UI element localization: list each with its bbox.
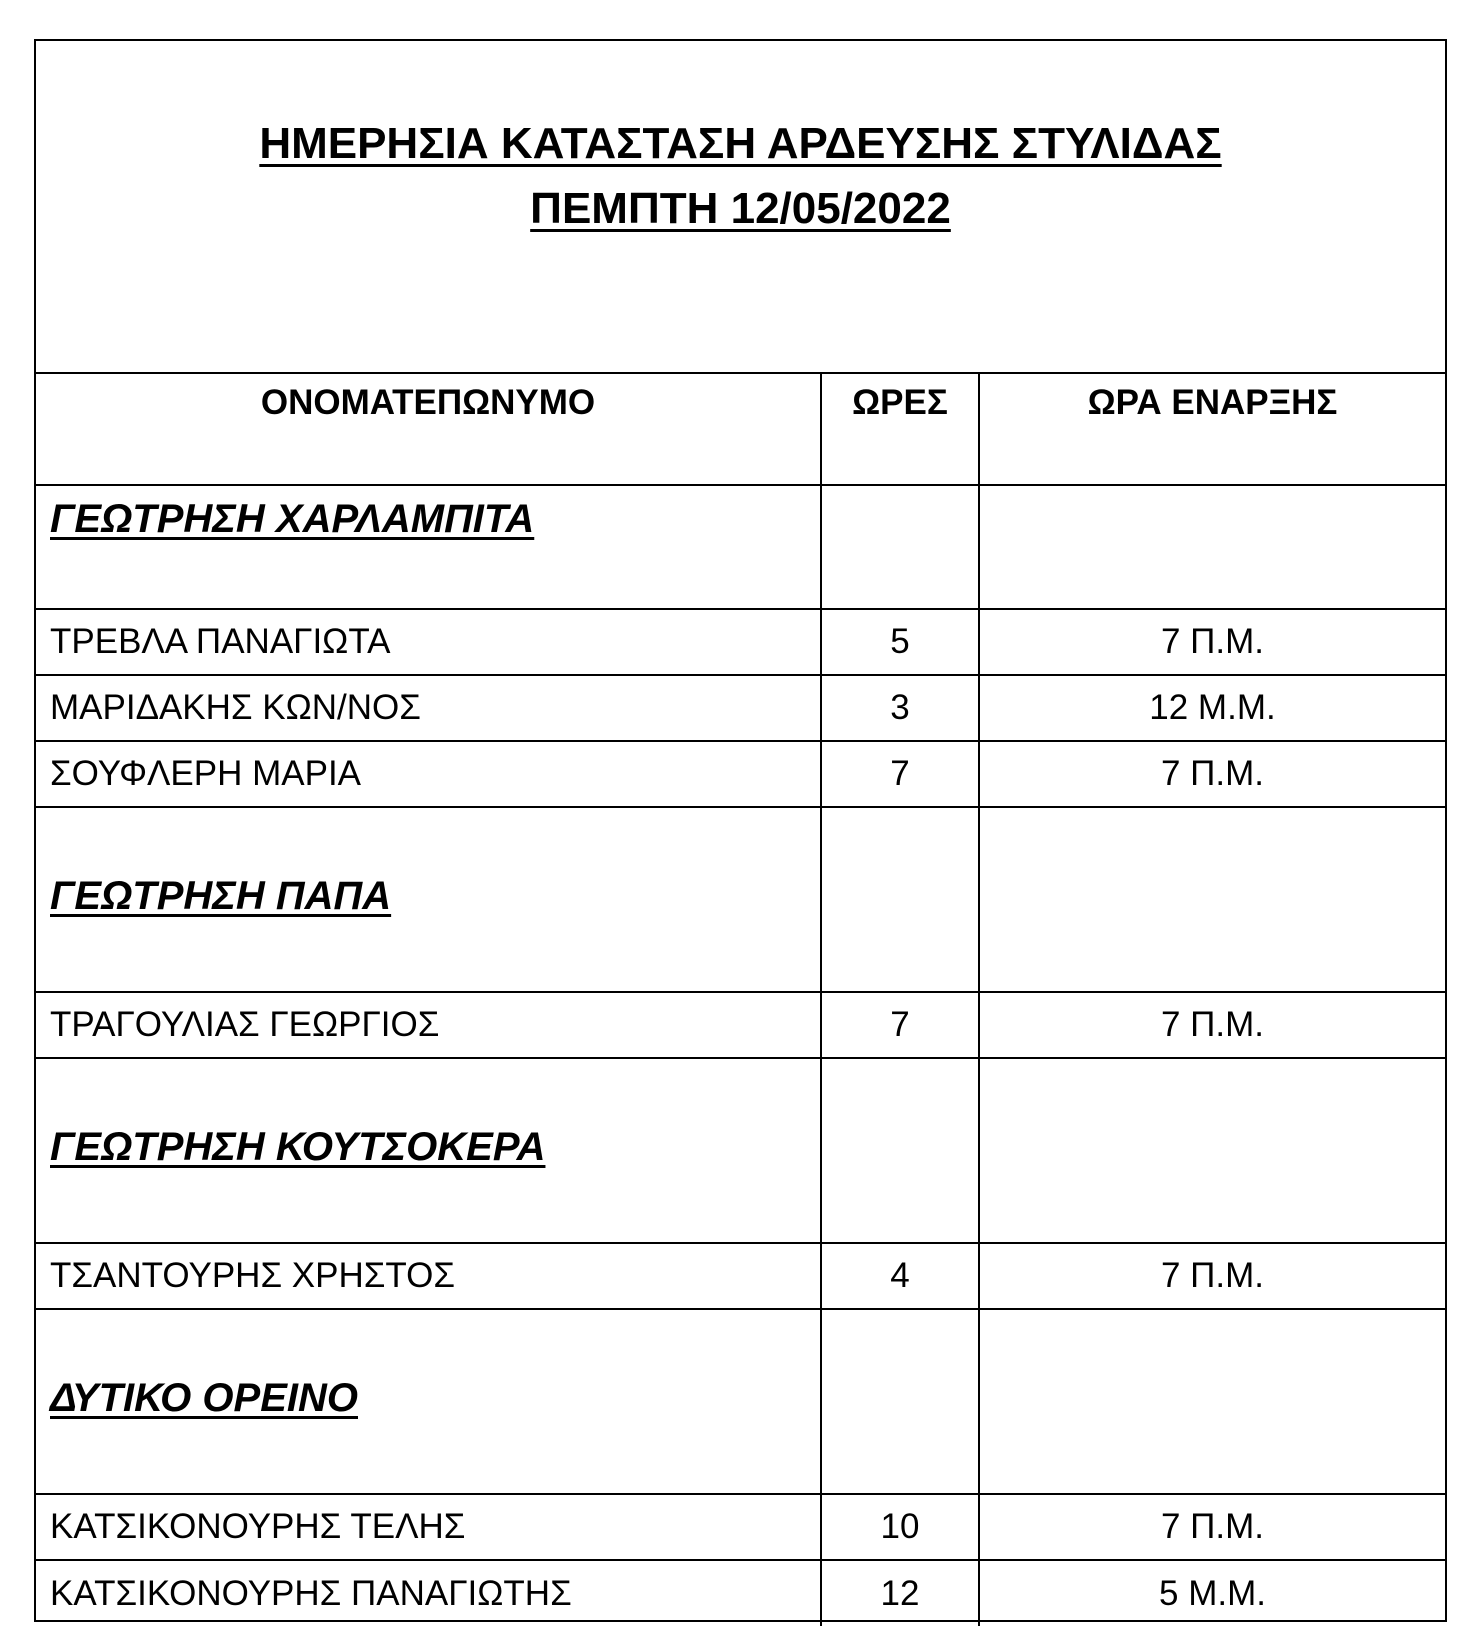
document-title: ΗΜΕΡΗΣΙΑ ΚΑΤΑΣΤΑΣΗ ΑΡΔΕΥΣΗΣ ΣΤΥΛΙΔΑΣ: [259, 119, 1222, 168]
empty-cell: [821, 1058, 979, 1243]
document-date: ΠΕΜΠΤΗ 12/05/2022: [530, 184, 951, 233]
section-label-cell: [36, 1309, 821, 1494]
title-block: [36, 41, 1445, 374]
section-row: [36, 1058, 1445, 1243]
section-label: ΔΥΤΙΚΟ ΟΡΕΙΝΟ: [50, 1376, 358, 1420]
section-label: ΓΕΩΤΡΗΣΗ ΠΑΠΑ: [50, 874, 392, 918]
hours-value: 5: [821, 609, 979, 675]
start-time-value: 7 Π.Μ.: [979, 741, 1445, 807]
table-row: [36, 675, 1445, 741]
section-row: [36, 1309, 1445, 1494]
table-row: [36, 609, 1445, 675]
table-row: [36, 1494, 1445, 1560]
section-label: ΓΕΩΤΡΗΣΗ ΚΟΥΤΣΟΚΕΡΑ: [50, 1125, 546, 1169]
start-time-value: 5 Μ.Μ.: [979, 1560, 1445, 1626]
start-time-value: 7 Π.Μ.: [979, 992, 1445, 1058]
empty-cell: [979, 485, 1445, 609]
empty-cell: [821, 807, 979, 992]
empty-cell: [979, 1309, 1445, 1494]
header-start-time: ΩΡΑ ΕΝΑΡΞΗΣ: [979, 374, 1445, 485]
start-time-value: 7 Π.Μ.: [979, 1494, 1445, 1560]
empty-cell: [979, 807, 1445, 992]
header-name: ΟΝΟΜΑΤΕΠΩΝΥΜΟ: [260, 383, 596, 422]
section-row: [36, 485, 1445, 609]
person-name: ΚΑΤΣΙΚΟΝΟΥΡΗΣ ΠΑΝΑΓΙΩΤΗΣ: [36, 1560, 821, 1626]
irrigation-table: [36, 374, 1445, 1626]
hours-value: 7: [821, 741, 979, 807]
person-name: ΤΡΕΒΛΑ ΠΑΝΑΓΙΩΤΑ: [36, 609, 821, 675]
person-name: ΚΑΤΣΙΚΟΝΟΥΡΗΣ ΤΕΛΗΣ: [36, 1494, 821, 1560]
person-name: ΤΡΑΓΟΥΛΙΑΣ ΓΕΩΡΓΙΟΣ: [36, 992, 821, 1058]
irrigation-sheet: [34, 39, 1447, 1622]
empty-cell: [821, 485, 979, 609]
table-row: [36, 992, 1445, 1058]
start-time-value: 12 Μ.Μ.: [979, 675, 1445, 741]
hours-value: 12: [821, 1560, 979, 1626]
hours-value: 10: [821, 1494, 979, 1560]
empty-cell: [979, 1058, 1445, 1243]
section-label-cell: [36, 807, 821, 992]
hours-value: 4: [821, 1243, 979, 1309]
person-name: ΜΑΡΙΔΑΚΗΣ ΚΩΝ/ΝΟΣ: [36, 675, 821, 741]
section-label: ΓΕΩΤΡΗΣΗ ΧΑΡΛΑΜΠΙΤΑ: [50, 497, 535, 541]
person-name: ΣΟΥΦΛΕΡΗ ΜΑΡΙΑ: [36, 741, 821, 807]
hours-value: 3: [821, 675, 979, 741]
header-hours: ΩΡΕΣ: [821, 374, 979, 485]
empty-cell: [821, 1309, 979, 1494]
section-label-cell: [36, 1058, 821, 1243]
start-time-value: 7 Π.Μ.: [979, 1243, 1445, 1309]
table-row: [36, 741, 1445, 807]
start-time-value: 7 Π.Μ.: [979, 609, 1445, 675]
table-row: [36, 1560, 1445, 1626]
table-header-row: [36, 374, 1445, 485]
section-row: [36, 807, 1445, 992]
section-label-cell: [36, 485, 821, 609]
hours-value: 7: [821, 992, 979, 1058]
person-name: ΤΣΑΝΤΟΥΡΗΣ ΧΡΗΣΤΟΣ: [36, 1243, 821, 1309]
table-row: [36, 1243, 1445, 1309]
